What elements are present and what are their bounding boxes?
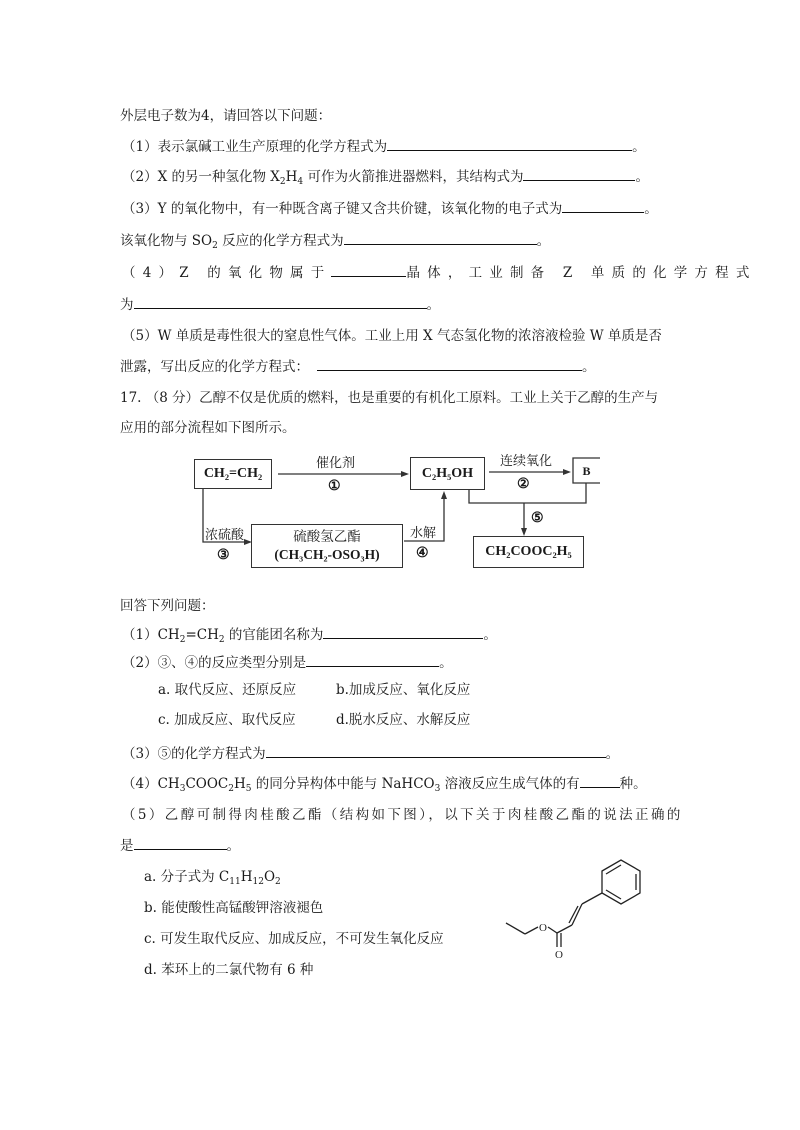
q5-option-d[interactable]: d. 苯环上的二氯代物有 6 种 [144, 962, 314, 978]
node-ethylene: CH₂=CH₂ [194, 459, 272, 489]
subscript: 11 [229, 877, 241, 887]
b-box-border [573, 458, 600, 483]
intro-text: 外层电子数为4，请回答以下问题： [120, 108, 332, 124]
ester-name: 硫酸氢乙酯 [293, 529, 361, 544]
answer-blank[interactable] [331, 262, 406, 277]
answer-blank[interactable] [523, 166, 635, 181]
subscript: 4 [297, 177, 304, 187]
q5-text: 泄露，写出反应的化学方程式： [120, 359, 309, 375]
q3b-text: 反应的化学方程式为 [217, 233, 344, 249]
q4-text: 的同分异构体中能与 NaHCO [251, 776, 435, 792]
q17-question-4 [122, 773, 647, 794]
answer-blank[interactable] [562, 198, 644, 213]
connector-step5 [469, 483, 586, 503]
q2-text: 可作为火箭推进器燃料，其结构式为 [303, 169, 524, 185]
q1-text: 的官能团名称为 [224, 627, 324, 643]
question-4 [122, 262, 757, 283]
q4-text: COOC [185, 776, 229, 792]
option-text: a. 分子式为 C [144, 869, 230, 885]
period: 。 [483, 627, 497, 643]
q1-text: （1）CH [122, 627, 180, 643]
node-ethanol: C₂H₅OH [410, 457, 485, 490]
question-2 [122, 166, 649, 187]
option-b[interactable]: b.加成反应、氧化反应 [336, 682, 471, 698]
subscript: 12 [252, 877, 264, 887]
step1-reagent: 催化剂 [316, 456, 356, 471]
q3b-text: 该氧化物与 SO [120, 233, 213, 249]
arrow-step4 [404, 495, 444, 541]
arrowhead-icon [244, 539, 252, 545]
step2-number: ② [517, 476, 530, 492]
option-text: H [240, 869, 253, 885]
q1-text: =CH [185, 627, 219, 643]
q17-question-2 [122, 652, 453, 673]
subscript: 2 [275, 877, 281, 887]
question-4-cont [120, 294, 440, 315]
arrowhead-icon [521, 528, 527, 536]
q5-option-a[interactable] [144, 867, 281, 887]
answer-blank[interactable] [134, 294, 427, 309]
question-5 [122, 326, 662, 346]
q4-text: （4）Z 的氧化物属于 [122, 265, 332, 281]
arrowhead-icon [563, 469, 571, 475]
q17-question-5 [122, 805, 683, 825]
answer-blank[interactable] [306, 652, 439, 667]
node-b: B [582, 463, 591, 478]
step1-number: ① [328, 478, 341, 494]
arrowhead-icon [401, 471, 409, 477]
answer-blank[interactable] [323, 624, 483, 639]
period: 。 [226, 838, 240, 854]
question-3 [122, 198, 658, 219]
q3-text: （3）Y 的氧化物中，有一种既含离子键又含共价键，该氧化物的电子式为 [122, 201, 563, 217]
benzene-ring [602, 860, 640, 904]
answer-blank[interactable] [317, 356, 582, 371]
step3-number: ③ [217, 547, 230, 563]
q5-text: （5）乙醇可制得肉桂酸乙酯（结构如下图），以下关于肉桂酸乙酯的说法正确的 [122, 807, 683, 823]
unit-text: 种。 [619, 776, 647, 792]
answer-blank[interactable] [266, 743, 606, 758]
period: 。 [582, 359, 596, 375]
q4-text: 晶体，工业制备 Z 单质的化学方程式 [406, 265, 757, 281]
option-a[interactable]: a. 取代反应、还原反应 [158, 682, 297, 698]
q17-question-5-cont [120, 835, 240, 856]
q17-stem-cont: 应用的部分流程如下图所示。 [120, 420, 296, 436]
ester-oxygen-label: O [539, 922, 547, 934]
subscript: 2 [279, 177, 286, 187]
q4-text: 为 [120, 297, 134, 313]
option-d[interactable]: d.脱水反应、水解反应 [336, 712, 471, 728]
step4-reagent: 水解 [410, 526, 437, 541]
node-product: CH₂COOC₂H₅ [473, 536, 584, 568]
ethyl-cinnamate-structure [480, 835, 680, 975]
arrow-step3 [203, 488, 249, 542]
q5-text: 是 [120, 838, 134, 854]
question-5-cont [120, 356, 596, 377]
answer-header: 回答下列问题： [120, 598, 215, 614]
answer-blank[interactable] [344, 230, 537, 245]
subscript: 3 [434, 784, 441, 794]
answer-blank[interactable] [134, 835, 227, 850]
answer-blank[interactable] [580, 773, 620, 788]
q5-option-c[interactable]: c. 可发生取代反应、加成反应，不可发生氧化反应 [144, 931, 444, 947]
node-ethyl-hydrogen-sulfate [251, 524, 403, 568]
period: 。 [426, 297, 440, 313]
period: 。 [644, 201, 658, 217]
option-c[interactable]: c. 加成反应、取代反应 [158, 712, 296, 728]
q17-question-1 [122, 624, 497, 645]
option-text: O [263, 869, 276, 885]
period: 。 [536, 233, 551, 249]
q5-option-b[interactable]: b. 能使酸性高锰酸钾溶液褪色 [144, 900, 324, 916]
q2-text: H [285, 169, 298, 185]
q17-stem: 17. （8 分）乙醇不仅是优质的燃料，也是重要的有机化工原料。工业上关于乙醇的生产与 [120, 390, 659, 406]
q3-text: （3）⑤的化学方程式为 [122, 746, 266, 762]
subscript: 3 [179, 784, 186, 794]
period: 。 [635, 169, 649, 185]
subscript: 2 [212, 241, 218, 251]
arrowhead-icon [441, 491, 447, 499]
carbonyl-oxygen-label: O [555, 949, 563, 961]
answer-blank[interactable] [387, 136, 632, 151]
step4-number: ④ [416, 545, 429, 561]
q5-text: （5）W 单质是毒性很大的窒息性气体。工业上用 X 气态氢化物的浓溶液检验 W 单质是否 [122, 328, 662, 344]
question-1-label: （1）表示氯碱工业生产原理的化学方程式为 [122, 139, 388, 155]
step2-reagent: 连续氧化 [500, 454, 553, 469]
question-1 [122, 136, 646, 157]
q4-text: 溶液反应生成气体的有 [440, 776, 580, 792]
period: 。 [439, 655, 453, 671]
ester-formula: (CH₃CH₂-OSO₃H) [274, 547, 380, 562]
subscript: 2 [218, 635, 225, 645]
q2-text: （2）X 的另一种氢化物 X [122, 169, 280, 185]
period: 。 [605, 746, 620, 762]
step3-reagent: 浓硫酸 [205, 528, 245, 543]
subscript: 2 [179, 635, 186, 645]
subscript: 5 [245, 784, 252, 794]
q4-text: （4）CH [122, 776, 180, 792]
subscript: 2 [228, 784, 234, 794]
step5-number: ⑤ [531, 510, 544, 526]
q4-text: H [233, 776, 246, 792]
q17-question-3 [122, 743, 619, 764]
period: 。 [632, 139, 646, 155]
question-3b [120, 230, 550, 251]
q2-text: （2）③、④的反应类型分别是 [122, 655, 307, 671]
